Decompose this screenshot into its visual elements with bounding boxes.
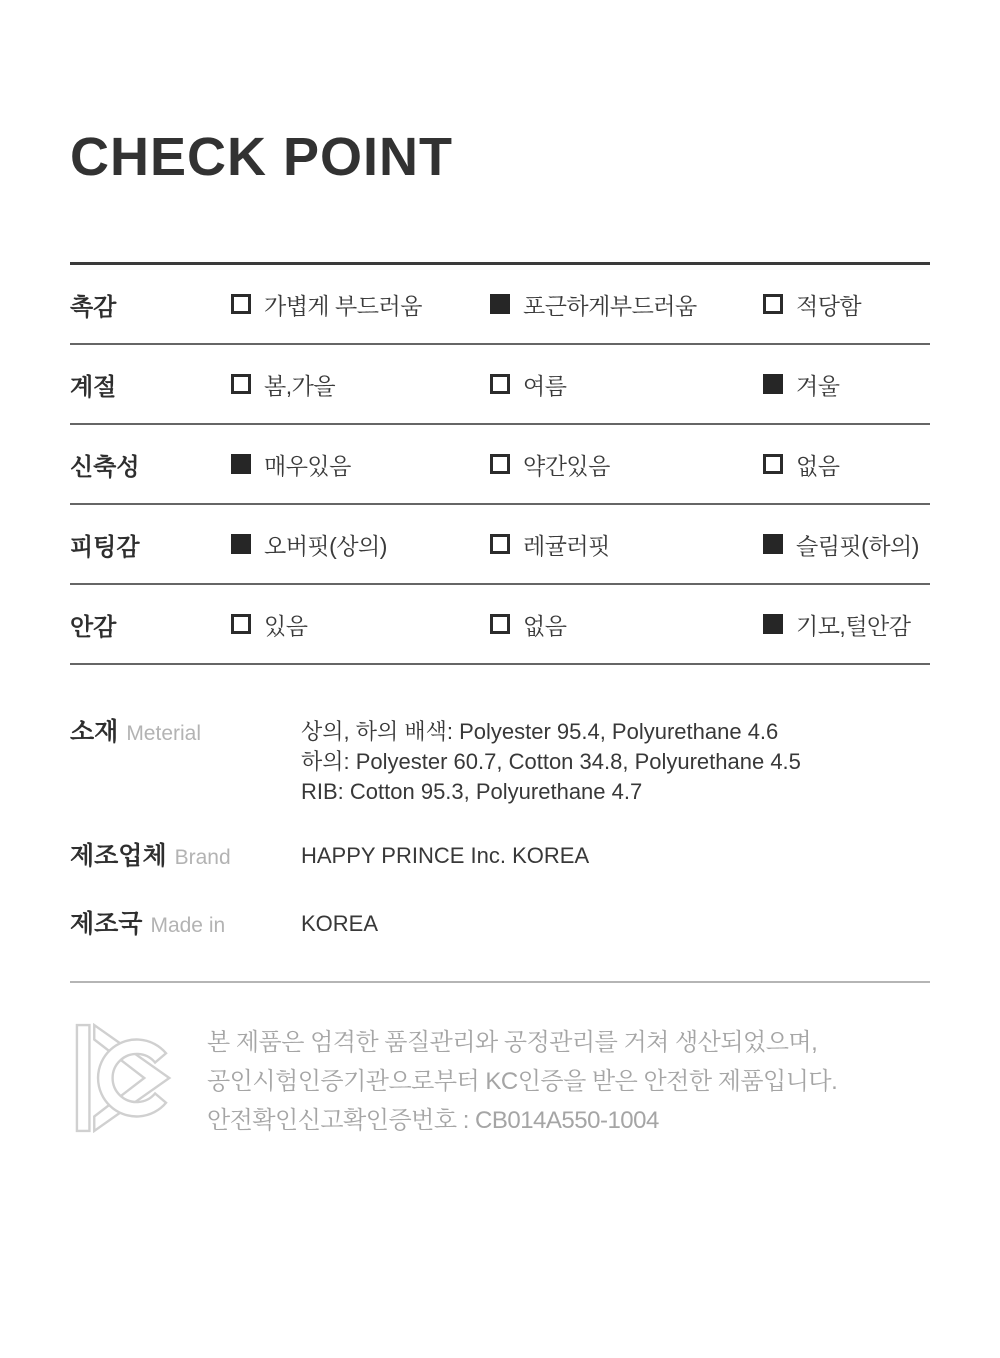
check-row-label: 신축성 [70, 453, 140, 481]
material-row [70, 717, 930, 807]
checkbox-checked-icon [763, 534, 783, 554]
check-option [763, 288, 930, 321]
checkbox-unchecked-icon [763, 294, 783, 314]
check-option-label: 기모,털안감 [796, 612, 911, 639]
check-row-label: 안감 [70, 613, 117, 641]
kc-certification-logo-icon [75, 1023, 177, 1133]
check-option-label: 여름 [523, 372, 567, 399]
checkbox-checked-icon [231, 534, 251, 554]
page-title: CHECK POINT [70, 127, 454, 187]
check-row-label: 피팅감 [70, 533, 140, 561]
check-option [763, 528, 930, 561]
made-in-value: KOREA [301, 911, 379, 936]
kc-certification-block [70, 1023, 930, 1140]
check-option [231, 608, 490, 641]
check-option-label: 없음 [796, 452, 840, 479]
check-option [763, 448, 930, 481]
check-table-row [70, 345, 930, 425]
brand-label-ko: 제조업체 [70, 842, 167, 870]
check-option [490, 528, 763, 561]
brand-label-en: Brand [174, 846, 231, 869]
check-option [490, 288, 763, 321]
check-option [231, 448, 490, 481]
check-table-row [70, 585, 930, 665]
check-option [763, 608, 930, 641]
check-option-label: 없음 [523, 612, 567, 639]
made-in-row [70, 909, 930, 943]
check-option-label: 레귤러핏 [523, 532, 610, 559]
checkbox-unchecked-icon [231, 614, 251, 634]
material-label-en: Meterial [126, 722, 202, 745]
checkbox-unchecked-icon [231, 294, 251, 314]
check-option-label: 약간있음 [523, 452, 610, 479]
check-option [231, 528, 490, 561]
check-option [231, 288, 490, 321]
check-option-label: 오버핏(상의) [264, 532, 387, 559]
checkbox-unchecked-icon [231, 374, 251, 394]
check-option-label: 포근하게부드러움 [523, 292, 697, 319]
check-option-label: 가볍게 부드러움 [264, 292, 422, 319]
material-line: 상의, 하의 배색: Polyester 95.4, Polyurethane 4.6 [301, 719, 779, 744]
checkbox-unchecked-icon [763, 454, 783, 474]
check-option [490, 448, 763, 481]
checkbox-unchecked-icon [490, 454, 510, 474]
check-option-label: 겨울 [796, 372, 840, 399]
material-line: 하의: Polyester 60.7, Cotton 34.8, Polyurethane 4.5 [301, 749, 801, 774]
kc-certification-text [207, 1023, 837, 1140]
check-option-label: 봄,가을 [264, 372, 336, 399]
checkbox-unchecked-icon [490, 614, 510, 634]
material-label [70, 717, 301, 751]
check-option-label: 매우있음 [264, 452, 351, 479]
checkbox-checked-icon [490, 294, 510, 314]
product-info-section [70, 717, 930, 943]
check-option [763, 368, 930, 401]
brand-label [70, 841, 301, 875]
product-check-point-sheet [0, 127, 1000, 1140]
checkbox-checked-icon [763, 614, 783, 634]
brand-row [70, 841, 930, 875]
kc-text-line: 안전확인신고확인증번호 : CB014A550-1004 [207, 1107, 659, 1134]
check-option [490, 608, 763, 641]
check-option-label: 있음 [264, 612, 308, 639]
check-table-row [70, 265, 930, 345]
checkbox-checked-icon [763, 374, 783, 394]
check-option [490, 368, 763, 401]
section-divider [70, 981, 930, 983]
material-value [301, 717, 801, 807]
kc-text-line: 공인시험인증기관으로부터 KC인증을 받은 안전한 제품입니다. [207, 1068, 838, 1095]
check-table [70, 262, 930, 665]
made-in-label-ko: 제조국 [70, 910, 143, 938]
check-option-label: 슬림핏(하의) [796, 532, 919, 559]
material-label-ko: 소재 [70, 718, 119, 746]
brand-value: HAPPY PRINCE Inc. KOREA [301, 843, 590, 868]
check-row-label: 촉감 [70, 293, 117, 321]
checkbox-unchecked-icon [490, 374, 510, 394]
check-table-row [70, 505, 930, 585]
kc-text-line: 본 제품은 엄격한 품질관리와 공정관리를 거쳐 생산되었으며, [207, 1029, 818, 1056]
checkbox-unchecked-icon [490, 534, 510, 554]
checkbox-checked-icon [231, 454, 251, 474]
material-line: RIB: Cotton 95.3, Polyurethane 4.7 [301, 779, 643, 804]
made-in-label-en: Made in [150, 914, 226, 937]
check-row-label: 계절 [70, 373, 117, 401]
check-option-label: 적당함 [796, 292, 862, 319]
check-option [231, 368, 490, 401]
made-in-label [70, 909, 301, 943]
check-table-row [70, 425, 930, 505]
